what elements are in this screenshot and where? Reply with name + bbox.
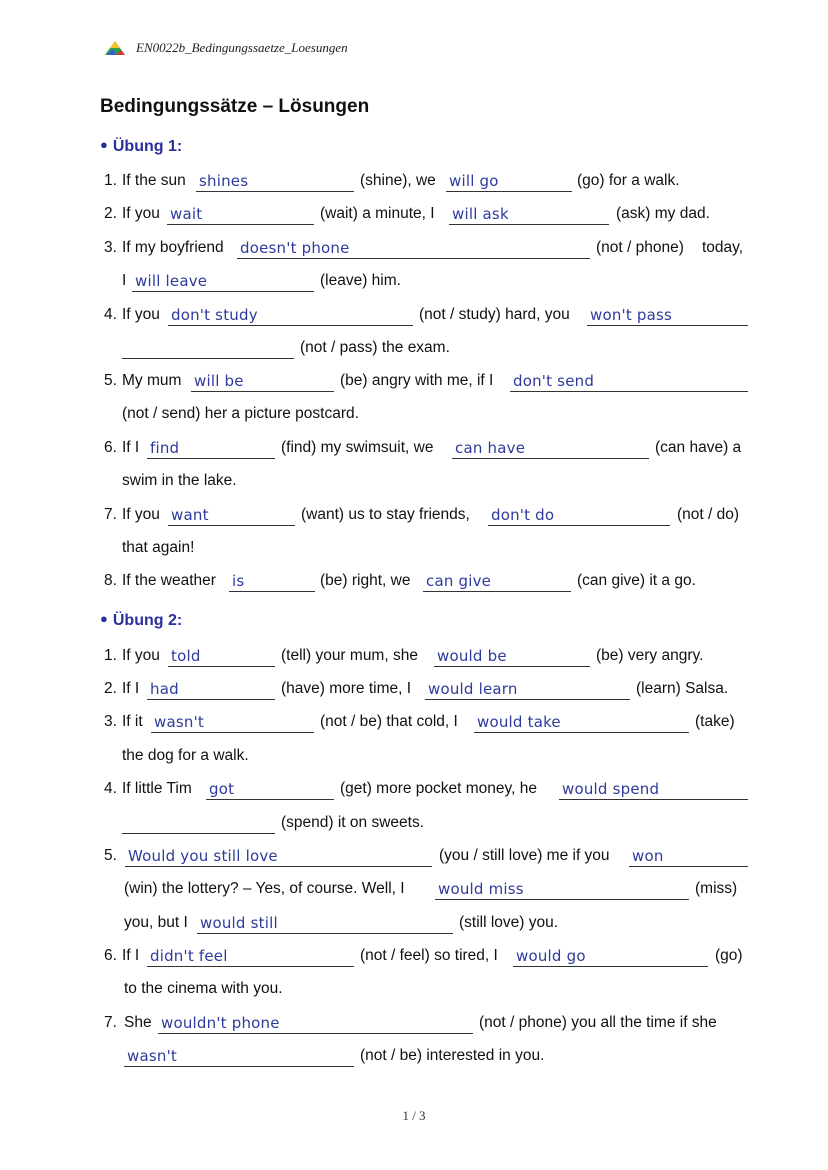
prompt-text: If the sun (122, 172, 186, 189)
item-number: 5. (104, 372, 117, 389)
prompt-text: (not / feel) so tired, I (360, 947, 498, 964)
prompt-text: If it (122, 713, 143, 730)
answer-blank (446, 172, 572, 192)
exercise-1-item-7-continued (0, 539, 828, 561)
exercise-1-item-6 (0, 439, 828, 461)
answer-blank (629, 847, 748, 867)
answer-text: can have (455, 439, 526, 457)
answer-blank (168, 647, 275, 667)
answer-blank (191, 372, 334, 392)
item-number: 7. (104, 1014, 117, 1031)
answer-text: would take (477, 713, 561, 731)
prompt-text: that again! (122, 539, 195, 556)
answer-text: will ask (452, 205, 509, 223)
prompt-text: (tell) your mum, she (281, 647, 418, 664)
prompt-text: (spend) it on sweets. (281, 814, 425, 831)
answer-blank (435, 880, 689, 900)
item-number: 7. (104, 506, 117, 523)
answer-text: had (150, 680, 179, 698)
prompt-text: If I (122, 680, 140, 697)
exercise-1-item-5 (0, 372, 828, 394)
prompt-text: (can have) a (655, 439, 742, 456)
answer-text: find (150, 439, 180, 457)
prompt-text: (shine), we (360, 172, 436, 189)
page-number: 1 / 3 (402, 1108, 426, 1123)
prompt-text: (not / study) hard, you (419, 306, 570, 323)
prompt-text: (get) more pocket money, he (340, 780, 537, 797)
answer-blank (510, 372, 748, 392)
prompt-text: (go) for a walk. (577, 172, 680, 189)
page-title: Bedingungssätze – Lösungen (100, 96, 370, 117)
bullet-icon: ● (100, 137, 108, 152)
prompt-text: (can give) it a go. (577, 572, 696, 589)
item-number: 4. (104, 306, 117, 323)
item-number: 3. (104, 239, 117, 256)
item-number: 4. (104, 780, 117, 797)
exercise-2-item-5-continued (0, 880, 828, 902)
exercise-2-item-3 (0, 713, 828, 735)
answer-text: don't send (513, 372, 595, 390)
section-label: Übung 2: (112, 612, 183, 629)
answer-text: wasn't (154, 713, 204, 731)
item-number: 5. (104, 847, 117, 864)
item-number: 8. (104, 572, 117, 589)
prompt-text: (be) right, we (320, 572, 411, 589)
answer-text: wouldn't phone (161, 1014, 280, 1032)
prompt-text: (go) (715, 947, 743, 964)
page-header (104, 38, 348, 58)
prompt-text: (win) the lottery? – Yes, of course. Well, I (124, 880, 405, 897)
answer-text: won (632, 847, 664, 865)
answer-text: told (171, 647, 201, 665)
prompt-text: (miss) (695, 880, 738, 897)
prompt-text: (not / be) that cold, I (320, 713, 458, 730)
answer-blank (474, 713, 689, 733)
answer-blank (147, 680, 275, 700)
answer-text: don't study (171, 306, 258, 324)
prompt-text: you, but I (124, 914, 188, 931)
exercise-2-item-6-continued (0, 980, 828, 1002)
answer-blank (559, 780, 748, 800)
answer-text: want (171, 506, 209, 524)
answer-blank (147, 439, 275, 459)
prompt-text: She (124, 1014, 152, 1031)
prompt-text: (not / phone) (596, 239, 684, 256)
exercise-1-item-6-continued (0, 472, 828, 494)
item-number: 1. (104, 172, 117, 189)
answer-blank (122, 814, 275, 834)
section-heading-uebung-2 (100, 611, 182, 630)
prompt-text: If you (122, 506, 160, 523)
answer-blank (425, 680, 630, 700)
answer-text: wait (170, 205, 203, 223)
prompt-text: If little Tim (122, 780, 192, 797)
answer-blank (167, 205, 314, 225)
answer-blank (587, 306, 748, 326)
prompt-text: (leave) him. (320, 272, 401, 289)
answer-blank (434, 647, 590, 667)
prompt-text: the dog for a walk. (122, 747, 249, 764)
prompt-text: swim in the lake. (122, 472, 237, 489)
exercise-2-item-1 (0, 647, 828, 669)
document-id: EN0022b_Bedingungssaetze_Loesungen (136, 40, 348, 55)
exercise-2-item-4 (0, 780, 828, 802)
answer-blank (122, 339, 294, 359)
answer-text: would miss (438, 880, 524, 898)
answer-blank (158, 1014, 473, 1034)
answer-blank (229, 572, 315, 592)
prompt-text: (have) more time, I (281, 680, 412, 697)
prompt-text: If you (122, 647, 160, 664)
exercise-1-item-1 (0, 172, 828, 194)
answer-blank (513, 947, 708, 967)
prompt-text: (not / be) interested in you. (360, 1047, 545, 1064)
exercise-2-item-5 (0, 847, 828, 869)
exercise-1-item-5-continued (0, 405, 828, 427)
answer-text: Would you still love (128, 847, 278, 865)
answer-text: won't pass (590, 306, 673, 324)
answer-text: can give (426, 572, 492, 590)
prompt-text: (be) very angry. (596, 647, 704, 664)
prompt-text: to the cinema with you. (124, 980, 283, 997)
exercise-1-item-3 (0, 239, 828, 261)
answer-text: shines (199, 172, 249, 190)
prompt-text: (not / do) (677, 506, 740, 523)
answer-text: would be (437, 647, 507, 665)
answer-blank (168, 506, 295, 526)
exercise-2-item-3-continued (0, 747, 828, 769)
item-number: 6. (104, 947, 117, 964)
exercise-2-item-5-continued-2 (0, 914, 828, 936)
prompt-text: (want) us to stay friends, (301, 506, 470, 523)
answer-blank (132, 272, 314, 292)
item-number: 1. (104, 647, 117, 664)
answer-blank (449, 205, 609, 225)
exercise-2-item-4-continued (0, 814, 828, 836)
answer-blank (125, 847, 432, 867)
answer-text: is (232, 572, 245, 590)
answer-text: don't do (491, 506, 555, 524)
prompt-text: If I (122, 947, 140, 964)
prompt-text: (wait) a minute, I (320, 205, 435, 222)
item-number: 3. (104, 713, 117, 730)
answer-blank (151, 713, 314, 733)
answer-blank (168, 306, 413, 326)
prompt-text: today, (702, 239, 744, 256)
prompt-text: I (122, 272, 127, 289)
answer-text: wasn't (127, 1047, 177, 1065)
answer-blank (423, 572, 571, 592)
prompt-text: If you (122, 306, 160, 323)
answer-blank (124, 1047, 354, 1067)
prompt-text: (take) (695, 713, 735, 730)
answer-blank (488, 506, 670, 526)
exercise-1-item-8 (0, 572, 828, 594)
answer-text: would still (200, 914, 278, 932)
answer-text: got (209, 780, 235, 798)
item-number: 2. (104, 680, 117, 697)
answer-text: doesn't phone (240, 239, 350, 257)
answer-blank (452, 439, 649, 459)
item-number: 2. (104, 205, 117, 222)
exercise-2-item-2 (0, 680, 828, 702)
prompt-text: If my boyfriend (122, 239, 224, 256)
logo-icon (104, 40, 126, 56)
answer-blank (197, 914, 453, 934)
prompt-text: If the weather (122, 572, 216, 589)
answer-text: didn't feel (150, 947, 228, 965)
exercise-2-item-7 (0, 1014, 828, 1036)
section-heading-uebung-1 (100, 137, 182, 156)
item-number: 6. (104, 439, 117, 456)
prompt-text: (ask) my dad. (616, 205, 710, 222)
exercise-1-item-7 (0, 506, 828, 528)
answer-text: would learn (428, 680, 518, 698)
exercise-1-item-2 (0, 205, 828, 227)
answer-text: would go (516, 947, 586, 965)
exercise-2-item-7-continued (0, 1047, 828, 1069)
prompt-text: (be) angry with me, if I (340, 372, 494, 389)
answer-text: will leave (135, 272, 208, 290)
answer-blank (196, 172, 354, 192)
exercise-1-item-4-continued (0, 339, 828, 361)
prompt-text: (learn) Salsa. (636, 680, 729, 697)
bullet-icon: ● (100, 611, 108, 626)
prompt-text: (not / pass) the exam. (300, 339, 450, 356)
prompt-text: (find) my swimsuit, we (281, 439, 434, 456)
answer-text: will be (194, 372, 244, 390)
answer-text: would spend (562, 780, 660, 798)
prompt-text: If I (122, 439, 140, 456)
prompt-text: (not / send) her a picture postcard. (122, 405, 359, 422)
exercise-1-item-4 (0, 306, 828, 328)
prompt-text: (still love) you. (459, 914, 559, 931)
answer-text: will go (449, 172, 499, 190)
exercise-2-item-6 (0, 947, 828, 969)
exercise-1-item-3-continued (0, 272, 828, 294)
answer-blank (206, 780, 334, 800)
prompt-text: If you (122, 205, 160, 222)
prompt-text: My mum (122, 372, 182, 389)
prompt-text: (not / phone) you all the time if she (479, 1014, 717, 1031)
section-label: Übung 1: (112, 138, 183, 155)
answer-blank (237, 239, 590, 259)
prompt-text: (you / still love) me if you (439, 847, 610, 864)
answer-blank (147, 947, 354, 967)
